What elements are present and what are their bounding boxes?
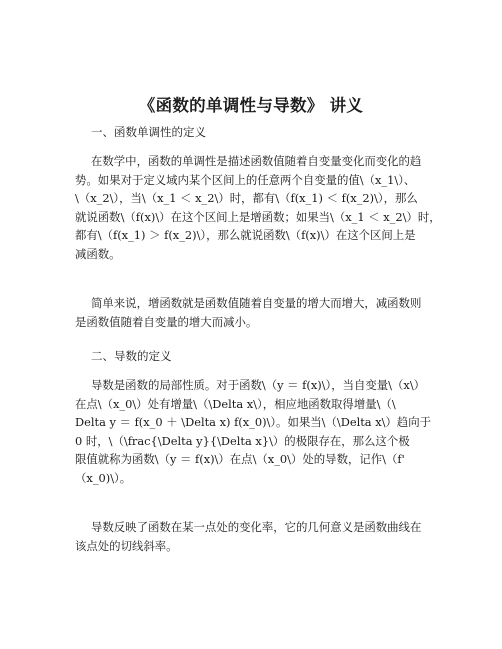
section-heading-derivative: 二、导数的定义 bbox=[91, 349, 172, 363]
paragraph-line: 都有\（f(x_1) ＞ f(x_2)\），那么就说函数\（f(x)\）在这个区间上是 bbox=[75, 228, 416, 242]
paragraph-line: 0 时，\（\frac{\Delta y}{\Delta x}\）的极限存在，那么这个极 bbox=[75, 433, 410, 448]
paragraph-monotonicity-summary bbox=[75, 294, 435, 331]
paragraph-line: 减函数。 bbox=[75, 246, 121, 261]
paragraph-line: 势。如果对于定义域内某个区间上的任意两个自变量的值\（x_1\）、 bbox=[75, 172, 416, 187]
paragraph-line: 限值就称为函数\（y ＝ f(x)\）在点\（x_0\）处的导数，记作\（f' bbox=[75, 452, 405, 466]
paragraph-line: 简单来说，增函数就是函数值随着自变量的增大而增大，减函数则 bbox=[91, 296, 422, 310]
paragraph-line: （x_0)\）。 bbox=[75, 470, 132, 485]
document-title: 《函数的单调性与导数》 讲义 bbox=[138, 96, 364, 115]
paragraph-line: \（x_2\），当\（x_1 ＜ x_2\）时，都有\（f(x_1) ＜ f(x_2)\），那么 bbox=[75, 191, 418, 205]
paragraph-line: 就说函数\（f(x)\）在这个区间上是增函数；如果当\（x_1 ＜ x_2\）时， bbox=[75, 209, 441, 224]
paragraph-line: 在数学中，函数的单调性是描述函数值随着自变量变化而变化的趋 bbox=[91, 154, 422, 168]
paragraph-line: 在点\（x_0\）处有增量\（\Delta x\），相应地函数取得增量\（\ bbox=[75, 396, 396, 411]
paragraph-derivative-meaning bbox=[75, 518, 435, 555]
paragraph-line: 是函数值随着自变量的增大而减小。 bbox=[75, 314, 258, 329]
section-heading-monotonicity: 一、函数单调性的定义 bbox=[91, 125, 206, 139]
paragraph-line: Delta y ＝ f(x_0 ＋ \Delta x) f(x_0)\）。如果当\（\Delta x\）趋向于 bbox=[75, 415, 432, 429]
paragraph-line: 导数反映了函数在某一点处的变化率，它的几何意义是函数曲线在 bbox=[91, 520, 422, 534]
paragraph-line: 导数是函数的局部性质。对于函数\（y ＝ f(x)\），当自变量\（x\） bbox=[91, 378, 426, 392]
paragraph-derivative-definition bbox=[75, 376, 435, 487]
paragraph-monotonicity-definition bbox=[75, 152, 441, 263]
paragraph-line: 该点处的切线斜率。 bbox=[75, 538, 178, 553]
